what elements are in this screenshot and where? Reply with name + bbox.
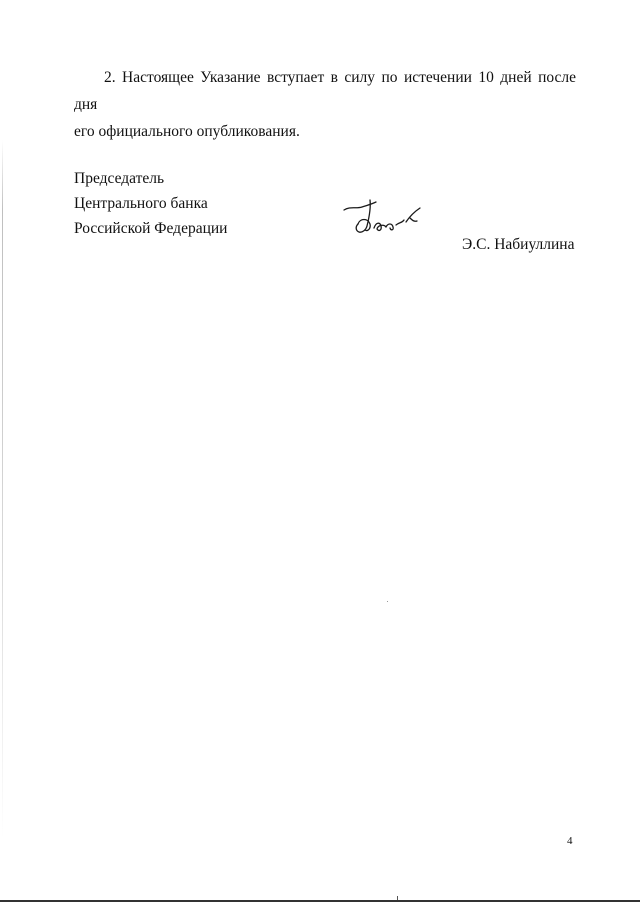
scan-edge-bottom [0,900,640,902]
clause-line-2: его официального опубликования. [74,123,300,140]
scan-edge-left [2,140,3,840]
handwritten-signature-icon [340,192,430,242]
scan-speck [387,601,388,602]
signatory-title-line-1: Председатель [74,170,165,187]
signatory-name: Э.С. Набиуллина [462,235,575,253]
clause-line-1: 2. Настоящее Указание вступает в силу по истечении 10 дней после дня [74,69,576,113]
signatory-title-line-2: Центрального банка [74,195,208,212]
signatory-title-line-3: Российской Федерации [74,220,228,237]
page-number: 4 [567,835,573,847]
clause-paragraph [74,64,576,145]
